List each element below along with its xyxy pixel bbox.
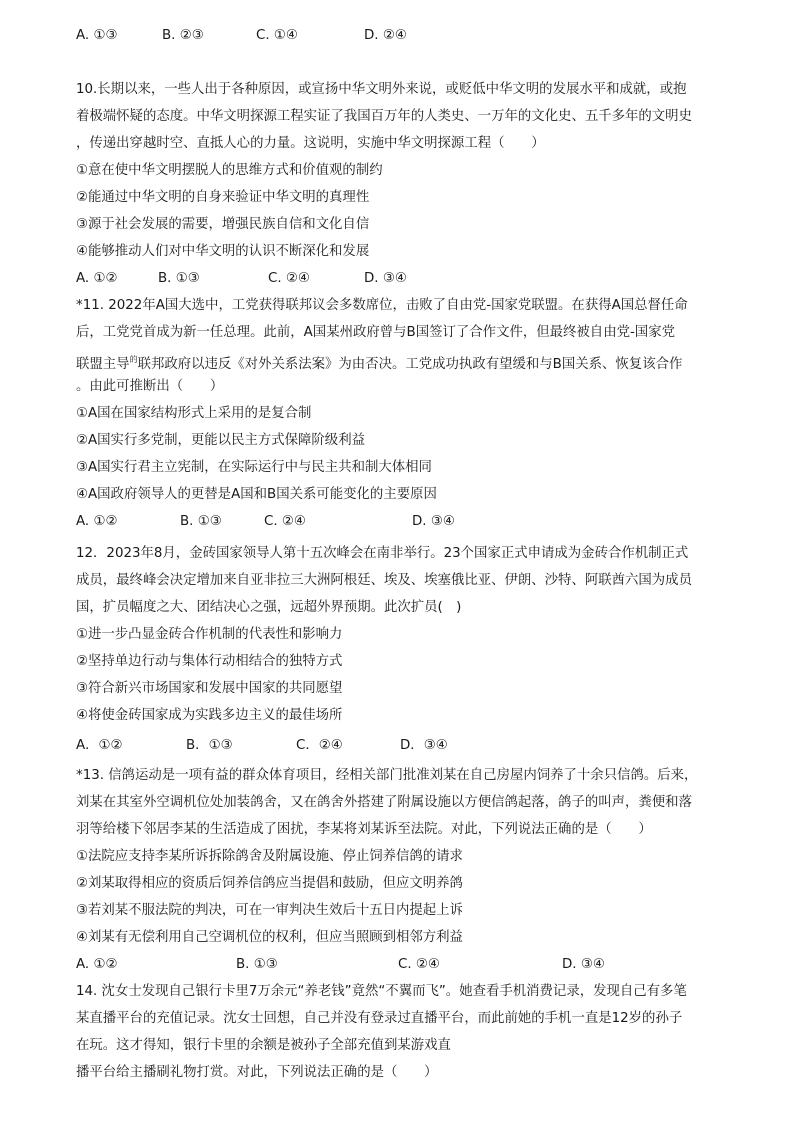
q11-stem-line-3-part-b: 联邦政府以违反《对外关系法案》为由否决。工党成功执政有望缓和与B国关系、恢复该合作 [137,357,683,372]
q13-option-a: A. ①② [76,957,118,972]
q12-option-c: C．②④ [296,738,343,753]
q12-stem-line-3: 国，扩员幅度之大、团结决心之强，远超外界预期。此次扩员( ) [76,600,462,615]
q12-choice-3: ③符合新兴市场国家和发展中国家的共同愿望 [76,681,343,696]
q11-option-d: D. ③④ [412,514,455,529]
q9-option-c: C. ①④ [256,28,298,43]
q11-choice-4: ④A国政府领导人的更替是A国和B国关系可能变化的主要原因 [76,487,437,502]
q12-stem-line-2: 成员，最终峰会决定增加来自亚非拉三大洲阿根廷、埃及、埃塞俄比亚、伊朗、沙特、阿联酋六国为成员 [76,573,692,588]
q13-option-b: B. ①③ [236,957,278,972]
q13-stem-line-2: 刘某在其室外空调机位处加装鸽舍，又在鸽舍外搭建了附属设施以方便信鸽起落，鸽子的叫声，粪便和落 [76,795,692,810]
q14-stem-line-4: 播平台给主播刷礼物打赏。对此，下列说法正确的是（ ） [76,1065,438,1080]
q12-option-a: A．①② [76,738,123,753]
q12-option-d: D．③④ [400,738,448,753]
q11-stem-line-1: *11. 2022年A国大选中，工党获得联邦议会多数席位，击败了自由党-国家党联盟。在获得A国总督任命 [76,298,688,313]
q13-stem-line-3: 羽等给楼下邻居李某的生活造成了困扰，李某将刘某诉至法院。对此，下列说法正确的是（ ） [76,822,652,837]
q10-option-c: C. ②④ [268,271,310,286]
q12-stem-line-1: 12．2023年8月，金砖国家领导人第十五次峰会在南非举行。23个国家正式申请成为金砖合作机制正式 [76,546,689,561]
q11-choice-3: ③A国实行君主立宪制，在实际运行中与民主共和制大体相同 [76,460,432,475]
q13-option-c: C. ②④ [398,957,440,972]
q12-choice-1: ①进一步凸显金砖合作机制的代表性和影响力 [76,627,343,642]
q11-stem-line-3-mark: 的 [129,355,138,364]
q13-choice-2: ②刘某取得相应的资质后饲养信鸽应当提倡和鼓励，但应文明养鸽 [76,876,463,891]
q13-choice-3: ③若刘某不服法院的判决，可在一审判决生效后十五日内提起上诉 [76,903,463,918]
q10-stem-line-3: ，传递出穿越时空、直抵人心的力量。这说明，实施中华文明探源工程（ ） [76,136,545,151]
q13-choice-1: ①法院应支持李某所诉拆除鸽舍及附属设施、停止饲养信鸽的请求 [76,849,463,864]
q13-option-d: D. ③④ [562,957,605,972]
q13-stem-line-1: *13. 信鸽运动是一项有益的群众体育项目，经相关部门批准刘某在自己房屋内饲养了十余只信鸽。后来， [76,768,698,783]
q10-choice-4: ④能够推动人们对中华文明的认识不断深化和发展 [76,244,370,259]
q11-choice-1: ①A国在国家结构形式上采用的是复合制 [76,406,312,421]
q13-choice-4: ④刘某有无偿利用自己空调机位的权利，但应当照顾到相邻方利益 [76,930,463,945]
q10-stem-line-2: 着极端怀疑的态度。中华文明探源工程实证了我国百万年的人类史、一万年的文化史、五千多年的文明史 [76,109,692,124]
q14-stem-line-2: 某直播平台的充值记录。沈女士回想，自己并没有登录过直播平台，而此前她的手机一直是12岁的孙子 [76,1011,683,1026]
q9-option-b: B. ②③ [162,28,204,43]
q12-choice-4: ④将使金砖国家成为实践多边主义的最佳场所 [76,708,343,723]
q9-option-a: A. ①③ [76,28,118,43]
q14-stem-line-1: 14. 沈女士发现自己银行卡里7万余元“养老钱”竟然“不翼而飞”。她查看手机消费记录，发现自己有多笔 [76,984,687,999]
q11-stem-line-2: 后，工党党首成为新一任总理。此前，A国某州政府曾与B国签订了合作文件，但最终被自由党-国家党 [76,325,675,340]
q11-stem-line-3-part-a: 联盟主导 [76,357,130,372]
q12-choice-2: ②坚持单边行动与集体行动相结合的独特方式 [76,654,343,669]
q10-option-a: A. ①② [76,271,118,286]
q11-stem-line-3 [76,350,682,370]
q10-stem-line-1: 10.长期以来，一些人出于各种原因，或宣扬中华文明外来说，或贬低中华文明的发展水平和成就，或抱 [76,82,687,97]
q10-choice-1: ①意在使中华文明摆脱人的思维方式和价值观的制约 [76,163,383,178]
q10-choice-3: ③源于社会发展的需要，增强民族自信和文化自信 [76,217,370,232]
q12-option-b: B．①③ [186,738,233,753]
q11-option-a: A. ①② [76,514,118,529]
q11-choice-2: ②A国实行多党制，更能以民主方式保障阶级利益 [76,433,365,448]
q10-option-b: B. ①③ [158,271,200,286]
q11-option-c: C. ②④ [264,514,306,529]
q9-option-d: D. ②④ [364,28,407,43]
q10-option-d: D. ③④ [364,271,407,286]
q11-option-b: B. ①③ [180,514,222,529]
q10-choice-2: ②能通过中华文明的自身来验证中华文明的真理性 [76,190,370,205]
q14-stem-line-3: 在玩。这才得知，银行卡里的余额是被孙子全部充值到某游戏直 [76,1038,451,1053]
q11-stem-line-4: 。由此可推断出（ ） [76,379,224,394]
